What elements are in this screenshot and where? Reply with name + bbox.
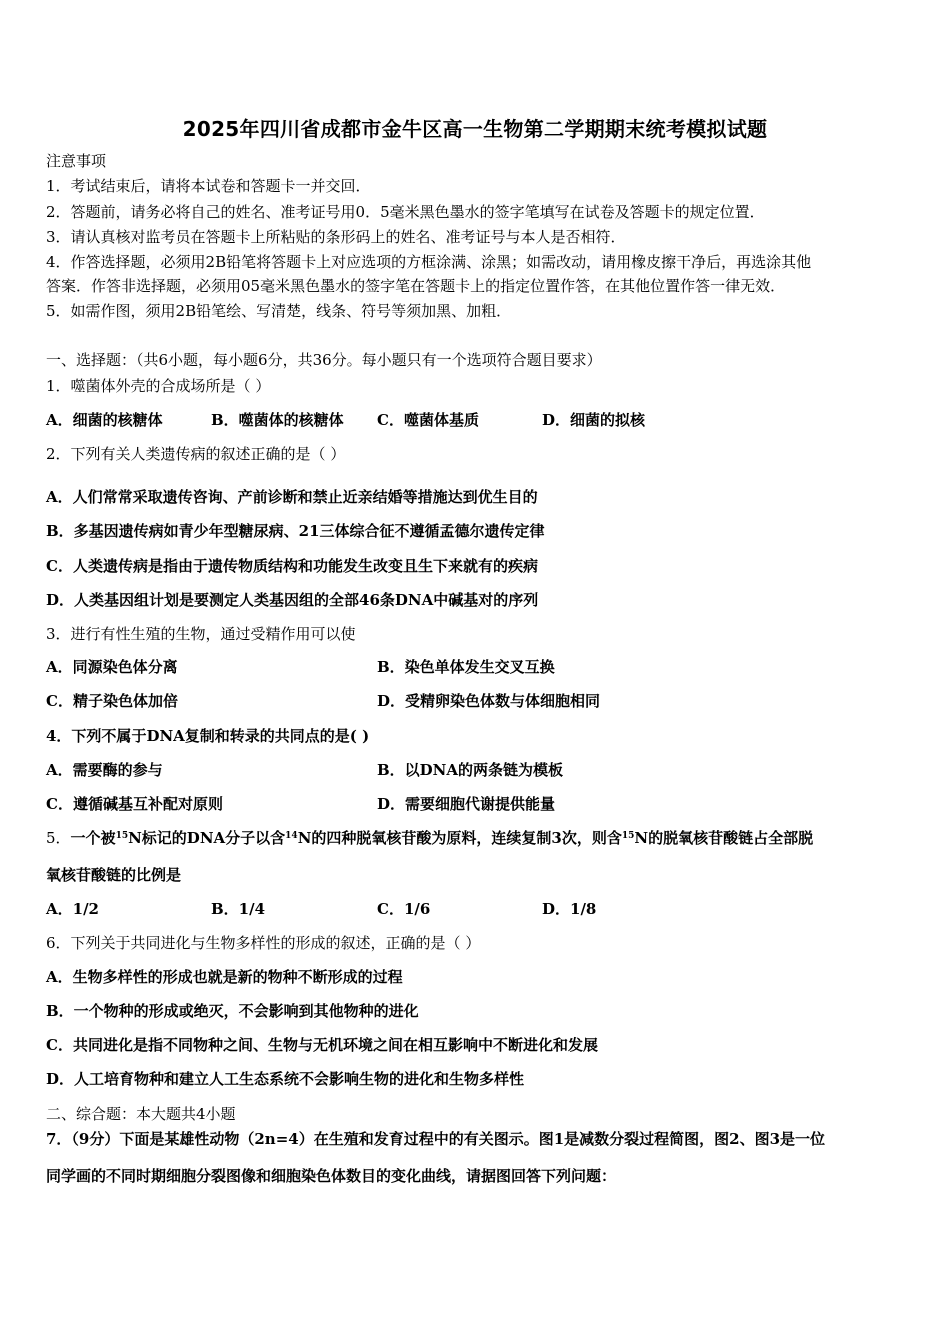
q3-option-a: A．同源染色体分离	[46, 658, 178, 676]
page-title: 2025年四川省成都市金牛区高一生物第二学期期末统考模拟试题	[182, 117, 768, 141]
question-4-stem: 4．下列不属于DNA复制和转录的共同点的是( )	[46, 727, 370, 745]
q5-option-d: D．1/8	[542, 900, 597, 918]
q4-option-b: B．以DNA的两条链为模板	[377, 761, 564, 779]
q6-option-b: B．一个物种的形成或绝灭，不会影响到其他物种的进化	[46, 1002, 419, 1020]
q3-option-c: C．精子染色体加倍	[46, 692, 178, 710]
isotope-superscript: 15	[115, 831, 129, 841]
section-heading-comprehensive: 二、综合题：本大题共4小题	[46, 1105, 236, 1123]
q3-option-d: D．受精卵染色体数与体细胞相同	[377, 692, 601, 710]
question-2-stem: 2．下列有关人类遗传病的叙述正确的是（ ）	[46, 445, 346, 463]
notice-item: 5．如需作图，须用2B铅笔绘、写清楚，线条、符号等须加黑、加粗．	[46, 302, 512, 320]
question-5-stem	[46, 828, 813, 848]
question-1-stem: 1．噬菌体外壳的合成场所是（ ）	[46, 377, 271, 395]
q6-option-c: C．共同进化是指不同物种之间、生物与无机环境之间在相互影响中不断进化和发展	[46, 1036, 598, 1054]
q5-option-a: A．1/2	[46, 900, 99, 918]
notice-item: 1．考试结束后，请将本试卷和答题卡一并交回．	[46, 177, 371, 195]
section-heading-choice: 一、选择题：（共6小题，每小题6分，共36分。每小题只有一个选项符合题目要求）	[46, 351, 602, 369]
question-5-text: N的四种脱氧核苷酸为原料，连续复制3次，则含	[297, 829, 622, 847]
notice-heading: 注意事项	[46, 152, 107, 170]
q6-option-a: A．生物多样性的形成也就是新的物种不断形成的过程	[46, 968, 403, 986]
q5-option-c: C．1/6	[377, 900, 431, 918]
q2-option-a: A．人们常常采取遗传咨询、产前诊断和禁止近亲结婚等措施达到优生目的	[46, 488, 538, 506]
question-5-number: 5．	[46, 829, 71, 847]
question-5-text: N标记的DNA分子以含	[128, 829, 286, 847]
question-5-text: 一个被	[70, 829, 116, 847]
q2-option-b: B．多基因遗传病如青少年型糖尿病、21三体综合征不遵循孟德尔遗传定律	[46, 522, 545, 540]
q6-option-d: D．人工培育物种和建立人工生态系统不会影响生物的进化和生物多样性	[46, 1070, 525, 1088]
q5-option-b: B．1/4	[211, 900, 266, 918]
question-7-stem: 7．（9分）下面是某雄性动物（2n=4）在生殖和发育过程中的有关图示。图1是减数分裂过程简图，图2、图3是一位	[46, 1130, 826, 1148]
q1-option-a: A．细菌的核糖体	[46, 411, 163, 429]
notice-item: 2．答题前，请务必将自己的姓名、准考证号用0．5毫米黑色墨水的签字笔填写在试卷及答题卡的规定位置．	[46, 203, 765, 221]
question-7-stem-continued: 同学画的不同时期细胞分裂图像和细胞染色体数目的变化曲线，请据图回答下列问题：	[46, 1167, 617, 1185]
q4-option-a: A．需要酶的参与	[46, 761, 163, 779]
question-5-text: N的脱氧核苷酸链占全部脱	[634, 829, 814, 847]
q1-option-c: C．噬菌体基质	[377, 411, 479, 429]
q4-option-d: D．需要细胞代谢提供能量	[377, 795, 556, 813]
q2-option-d: D．人类基因组计划是要测定人类基因组的全部46条DNA中碱基对的序列	[46, 591, 539, 609]
notice-item: 4．作答选择题，必须用2B铅笔将答题卡上对应选项的方框涂满、涂黑；如需改动，请用橡皮擦干净后，再选涂其他	[46, 253, 812, 271]
notice-item: 3．请认真核对监考员在答题卡上所粘贴的条形码上的姓名、准考证号与本人是否相符．	[46, 228, 626, 246]
question-6-stem: 6．下列关于共同进化与生物多样性的形成的叙述，正确的是（ ）	[46, 934, 481, 952]
q4-option-c: C．遵循碱基互补配对原则	[46, 795, 223, 813]
q1-option-d: D．细菌的拟核	[542, 411, 646, 429]
q1-option-b: B．噬菌体的核糖体	[211, 411, 344, 429]
question-5-stem-continued: 氧核苷酸链的比例是	[46, 866, 182, 884]
q3-option-b: B．染色单体发生交叉互换	[377, 658, 555, 676]
question-3-stem: 3．进行有性生殖的生物，通过受精作用可以使	[46, 625, 356, 643]
notice-item: 答案．作答非选择题，必须用05毫米黑色墨水的签字笔在答题卡上的指定位置作答，在其他位置作答一律无效．	[46, 277, 786, 295]
isotope-superscript: 15	[621, 831, 635, 841]
q2-option-c: C．人类遗传病是指由于遗传物质结构和功能发生改变且生下来就有的疾病	[46, 557, 538, 575]
isotope-superscript: 14	[285, 831, 298, 841]
